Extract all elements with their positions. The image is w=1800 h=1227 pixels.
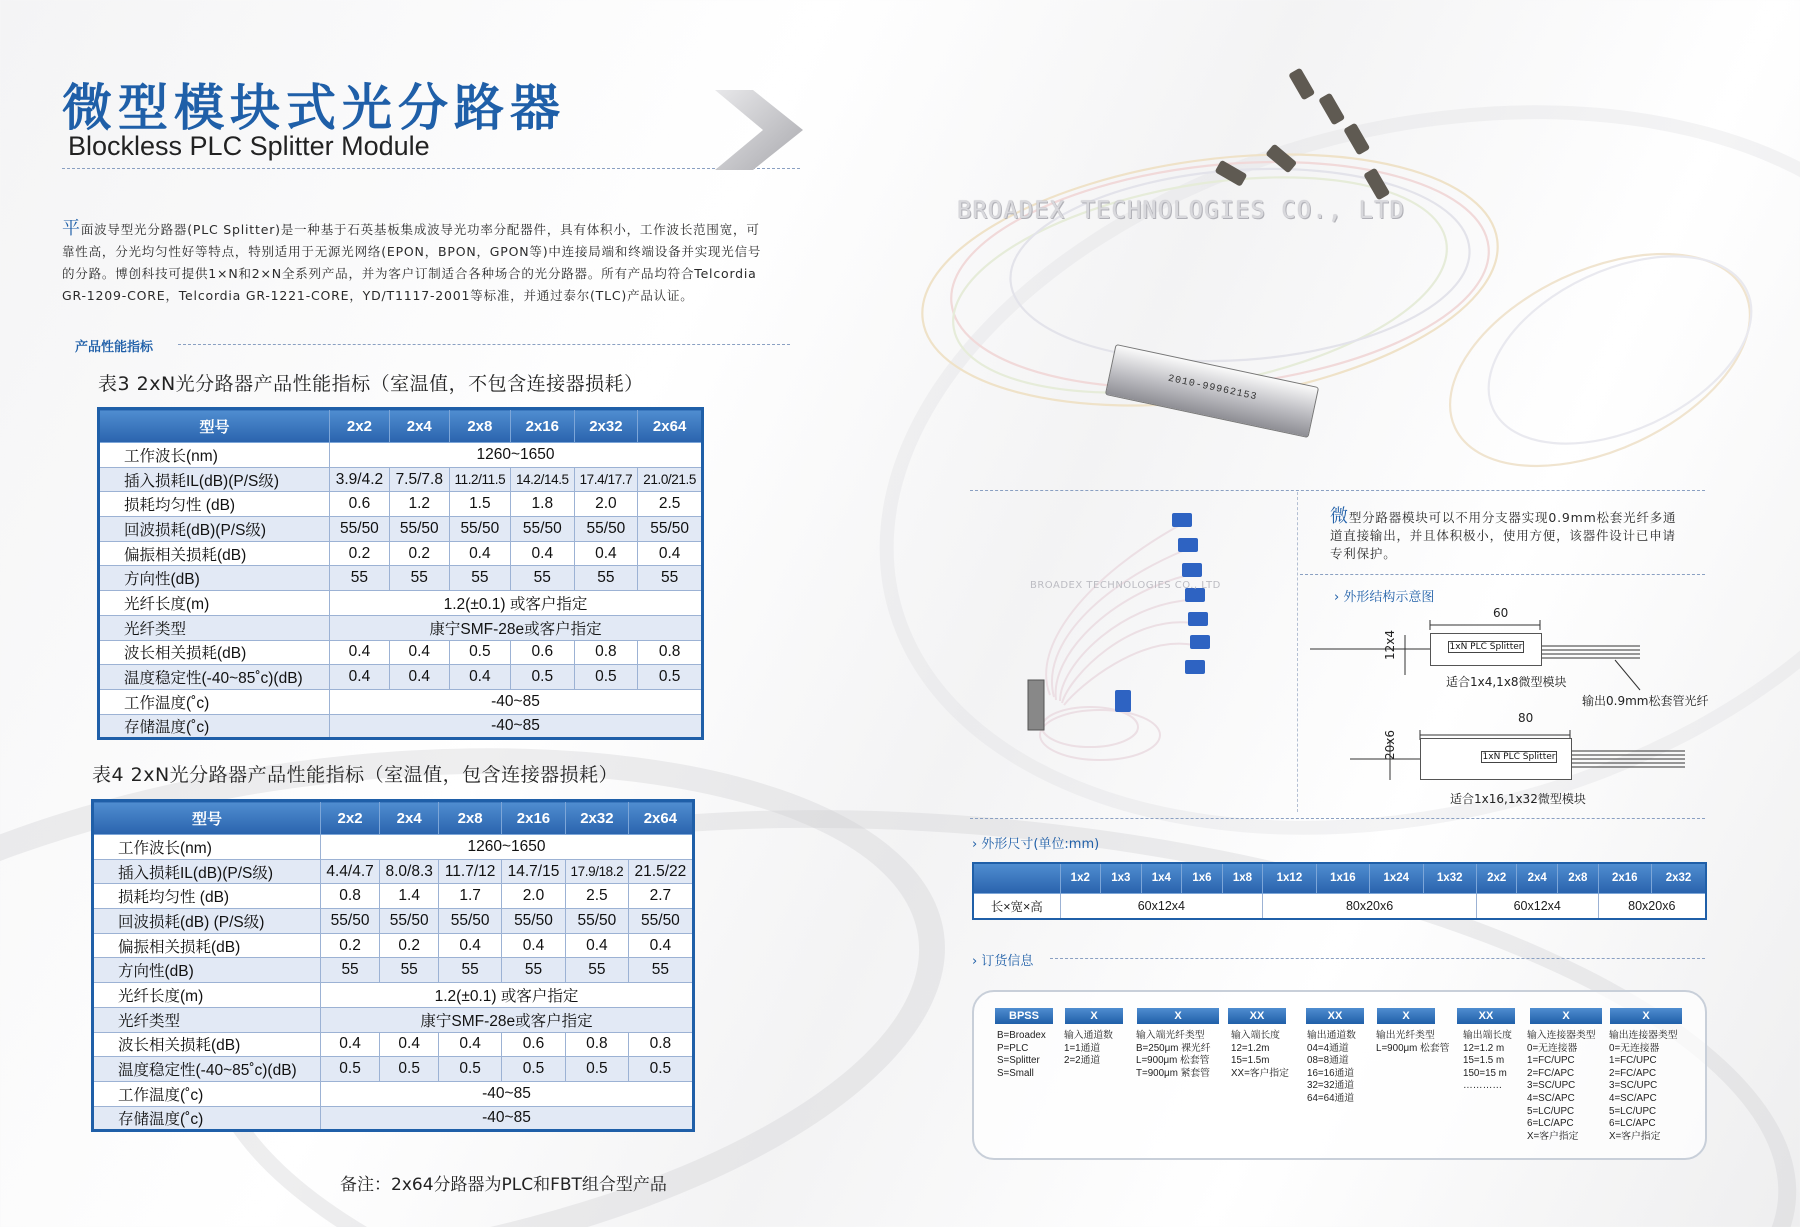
order-option-list: B=Broadex P=PLC S=Splitter S=Small [997, 1030, 1046, 1079]
right-lead-char: 微 [1330, 506, 1349, 527]
table-row [93, 835, 694, 860]
dimensions-header-cell: 1x6 [1182, 863, 1223, 893]
table-cell: 2.5 [565, 884, 628, 909]
row-label: 存储温度(˚c) [99, 714, 330, 739]
table-row [93, 983, 694, 1008]
table-cell: 55 [511, 566, 575, 591]
spec-table-4 [91, 799, 695, 1132]
page-title-cn: 微型模块式光分路器 [62, 79, 566, 137]
table-cell: 2.0 [574, 492, 638, 517]
table-cell-span: -40~85 [330, 689, 703, 714]
table-cell: 55/50 [321, 909, 380, 934]
table-row [99, 689, 703, 714]
order-option-list: 输入通道数 1=1通道 2=2通道 [1064, 1030, 1113, 1067]
structure-a-length: 60 [1493, 606, 1509, 620]
order-code-head: BPSS [995, 1008, 1053, 1024]
module-b-label: 1xN PLC Splitter [1482, 752, 1556, 762]
dimensions-header-cell: 1x8 [1222, 863, 1263, 893]
table-cell: 55/50 [638, 517, 703, 542]
table-cell: 55 [380, 958, 439, 983]
ordering-rule [1050, 958, 1705, 959]
row-label: 插入损耗IL(dB)(P/S级) [93, 859, 321, 884]
page-title-en: Blockless PLC Splitter Module [68, 131, 430, 161]
table-row [99, 541, 703, 566]
table-header-cell: 2x64 [638, 409, 703, 443]
table-row [93, 859, 694, 884]
order-code-head: X [1377, 1008, 1435, 1024]
chevron-right-icon: › [972, 837, 978, 852]
dimensions-header-cell: 1x3 [1101, 863, 1142, 893]
table-cell-span: 1.2(±0.1) 或客户指定 [330, 591, 703, 616]
table-cell: 0.4 [380, 1032, 439, 1057]
ordering-heading-text: 订货信息 [981, 954, 1034, 969]
dimensions-cell: 60x12x4 [1060, 893, 1263, 919]
chevron-right-icon: › [972, 954, 978, 969]
row-label: 偏振相关损耗(dB) [93, 933, 321, 958]
table-cell: 55 [574, 566, 638, 591]
table-cell: 0.5 [628, 1057, 693, 1082]
table-cell: 55 [628, 958, 693, 983]
dimensions-heading-text: 外形尺寸(单位:mm) [981, 837, 1100, 852]
row-label: 方向性(dB) [93, 958, 321, 983]
table-cell: 2.0 [501, 884, 565, 909]
table-cell: 55 [565, 958, 628, 983]
table-cell: 55/50 [449, 517, 510, 542]
table-cell: 0.6 [511, 640, 575, 665]
table-cell: 0.4 [439, 1032, 502, 1057]
table-cell: 1.2 [389, 492, 449, 517]
row-label: 光纤类型 [93, 1007, 321, 1032]
module-a-label: 1xN PLC Splitter [1449, 642, 1523, 652]
table-cell: 14.7/15 [501, 859, 565, 884]
table-cell: 0.8 [565, 1032, 628, 1057]
table-cell: 55 [389, 566, 449, 591]
table-cell: 55 [330, 566, 390, 591]
row-label: 回波损耗(dB) (P/S级) [93, 909, 321, 934]
row-label: 波长相关损耗(dB) [93, 1032, 321, 1057]
intro-line: 的分路。博创科技可提供1×N和2×N全系列产品，并为客户订制适合各种场合的光分路器。所有产品均符合Telcordia [62, 266, 757, 281]
row-label: 插入损耗IL(dB)(P/S级) [99, 467, 330, 492]
table-cell: 0.2 [389, 541, 449, 566]
row-label: 光纤长度(m) [93, 983, 321, 1008]
order-option-list: 输出光纤类型 L=900μm 松套管 [1376, 1030, 1450, 1054]
table-cell: 0.5 [380, 1057, 439, 1082]
table-cell: 0.4 [565, 933, 628, 958]
table-cell: 55/50 [439, 909, 502, 934]
table-cell-span: 1260~1650 [330, 443, 703, 468]
module-drawing-b [1420, 738, 1572, 780]
table-header-cell: 2x64 [628, 801, 693, 835]
table-cell: 0.2 [321, 933, 380, 958]
device-label: 2010-99962153 [1166, 373, 1259, 404]
dimensions-row-label: 长×宽×高 [973, 893, 1060, 919]
order-code-head: XX [1228, 1008, 1286, 1024]
row-label: 回波损耗(dB)(P/S级) [99, 517, 330, 542]
structure-b-caption: 适合1x16,1x32微型模块 [1450, 792, 1586, 806]
order-code-head: XX [1457, 1008, 1515, 1024]
table-cell: 0.8 [321, 884, 380, 909]
table-row [93, 1106, 694, 1131]
table-cell: 21.5/22 [628, 859, 693, 884]
right-divider [970, 490, 1705, 491]
table-row [93, 1007, 694, 1032]
structure-b-length: 80 [1518, 711, 1534, 725]
table-row [99, 467, 703, 492]
dimensions-header-cell: 1x4 [1141, 863, 1182, 893]
table-header-cell: 2x2 [330, 409, 390, 443]
structure-a-height: 12x4 [1383, 629, 1397, 660]
order-option-list: 输入连接器类型 0=无连接器 1=FC/UPC 2=FC/APC 3=SC/UPC 4=SC/APC 5=LC/UPC 6=LC/APC X=客户指定 [1527, 1030, 1596, 1142]
table-header-cell: 2x8 [439, 801, 502, 835]
table-cell: 0.5 [501, 1057, 565, 1082]
row-label: 波长相关损耗(dB) [99, 640, 330, 665]
table-cell: 0.6 [501, 1032, 565, 1057]
table-cell: 0.4 [638, 541, 703, 566]
table-cell: 55/50 [565, 909, 628, 934]
table-cell: 3.9/4.2 [330, 467, 390, 492]
table3-caption: 表3 2xN光分路器产品性能指标（室温值，不包含连接器损耗） [98, 373, 644, 395]
table-cell: 1.4 [380, 884, 439, 909]
dimensions-header-cell: 1x2 [1060, 863, 1101, 893]
dimensions-cell: 60x12x4 [1476, 893, 1598, 919]
dimensions-header-cell: 2x32 [1651, 863, 1706, 893]
dimensions-header-cell: 2x16 [1598, 863, 1651, 893]
row-label: 工作波长(nm) [99, 443, 330, 468]
row-label: 温度稳定性(-40~85˚c)(dB) [93, 1057, 321, 1082]
intro-line: GR-1209-CORE，Telcordia GR-1221-CORE，YD/T1117-2001等标准，并通过泰尔(TLC)产品认证。 [62, 288, 694, 303]
table-cell: 0.2 [380, 933, 439, 958]
table-cell: 0.6 [330, 492, 390, 517]
module-drawing-a [1430, 633, 1542, 666]
table-row [99, 714, 703, 739]
table-row [93, 1032, 694, 1057]
table-cell: 0.4 [389, 665, 449, 690]
dimensions-heading [972, 833, 1099, 852]
dimensions-header-cell: 2x4 [1517, 863, 1558, 893]
row-label: 光纤长度(m) [99, 591, 330, 616]
order-code-head: XX [1306, 1008, 1364, 1024]
right-intro-line: 专利保护。 [1330, 546, 1397, 561]
table-header-cell: 2x8 [449, 409, 510, 443]
table-cell: 55/50 [501, 909, 565, 934]
dimensions-header-cell [973, 863, 1060, 893]
table-row [93, 958, 694, 983]
order-code-head: X [1137, 1008, 1219, 1024]
table-header-cell: 2x4 [380, 801, 439, 835]
table-cell: 0.5 [511, 665, 575, 690]
table-row [99, 443, 703, 468]
table-cell: 2.5 [638, 492, 703, 517]
table-cell: 0.5 [439, 1057, 502, 1082]
table4-caption: 表4 2xN光分路器产品性能指标（室温值，包含连接器损耗） [92, 764, 619, 786]
table-cell-span: 1260~1650 [321, 835, 694, 860]
table-row [93, 884, 694, 909]
row-label: 工作温度(˚c) [99, 689, 330, 714]
section-perf-rule [178, 344, 790, 345]
table-cell: 55/50 [389, 517, 449, 542]
table-cell: 55 [638, 566, 703, 591]
structure-fiber-note: 输出0.9mm松套管光纤 [1582, 694, 1709, 708]
table-cell: 0.5 [574, 665, 638, 690]
chevron-right-icon: › [1334, 590, 1340, 605]
row-label: 存储温度(˚c) [93, 1106, 321, 1131]
table-header-cell: 2x32 [574, 409, 638, 443]
section-perf-label: 产品性能指标 [75, 340, 154, 355]
table-row [93, 909, 694, 934]
table-cell: 17.4/17.7 [574, 467, 638, 492]
table-cell: 14.2/14.5 [511, 467, 575, 492]
table-cell: 0.5 [449, 640, 510, 665]
row-label: 工作温度(˚c) [93, 1081, 321, 1106]
row-label: 工作波长(nm) [93, 835, 321, 860]
table-cell: 1.7 [439, 884, 502, 909]
table-header-cell: 2x16 [511, 409, 575, 443]
table-cell: 0.4 [628, 933, 693, 958]
table-cell: 11.7/12 [439, 859, 502, 884]
table-cell: 55/50 [511, 517, 575, 542]
table-cell: 0.4 [574, 541, 638, 566]
table-cell: 0.4 [439, 933, 502, 958]
order-option-list: 输出通道数 04=4通道 08=8通道 16=16通道 32=32通道 64=64通道 [1307, 1030, 1356, 1104]
right-intro-line: 道直接输出，并且体积极小，使用方便，该器件设计已申请 [1330, 528, 1676, 543]
chevron-arrow-icon [715, 90, 805, 170]
table-cell: 0.4 [501, 933, 565, 958]
table-cell: 8.0/8.3 [380, 859, 439, 884]
intro-paragraph [62, 218, 802, 307]
table-cell: 17.9/18.2 [565, 859, 628, 884]
table-header-cell: 2x4 [389, 409, 449, 443]
table-cell-span: -40~85 [330, 714, 703, 739]
structure-b-height: 20x6 [1383, 729, 1397, 760]
table-row [99, 566, 703, 591]
table-row [99, 517, 703, 542]
table-row [99, 640, 703, 665]
vertical-divider [1297, 492, 1298, 812]
table-cell-span: -40~85 [321, 1106, 694, 1131]
table-cell: 55 [439, 958, 502, 983]
photo-watermark: BROADEX TECHNOLOGIES CO., LTD [1030, 580, 1221, 591]
table-cell: 55 [501, 958, 565, 983]
table-cell: 0.8 [628, 1032, 693, 1057]
right-intro-line: 型分路器模块可以不用分支器实现0.9mm松套光纤多通 [1348, 510, 1677, 525]
intro-line: 面波导型光分路器(PLC Splitter)是一种基于石英基板集成波导光功率分配器件，具有体积小，工作波长范围宽，可 [80, 222, 760, 237]
table-row [99, 492, 703, 517]
dimensions-header-cell: 1x12 [1263, 863, 1316, 893]
table-header-cell: 2x2 [321, 801, 380, 835]
table-row [99, 665, 703, 690]
table-cell: 0.4 [330, 640, 390, 665]
row-label: 损耗均匀性 (dB) [99, 492, 330, 517]
row-label: 偏振相关损耗(dB) [99, 541, 330, 566]
table-cell: 4.4/4.7 [321, 859, 380, 884]
dimensions-cell: 80x20x6 [1598, 893, 1706, 919]
table-cell: 0.4 [389, 640, 449, 665]
table-cell: 0.5 [638, 665, 703, 690]
table-cell: 0.4 [511, 541, 575, 566]
table-cell: 0.5 [565, 1057, 628, 1082]
table-cell-span: 康宁SMF-28e或客户指定 [321, 1007, 694, 1032]
row-label: 方向性(dB) [99, 566, 330, 591]
right-divider-2 [1300, 574, 1705, 575]
title-divider [62, 168, 800, 169]
structure-heading-text: 外形结构示意图 [1343, 590, 1435, 605]
intro-line: 靠性高，分光均匀性好等特点，特别适用于无源光网络(EPON，BPON，GPON等)中连接局端和终端设备并实现光信号 [62, 244, 762, 259]
row-label: 温度稳定性(-40~85˚c)(dB) [99, 665, 330, 690]
table-cell: 55/50 [628, 909, 693, 934]
table-cell-span: 1.2(±0.1) 或客户指定 [321, 983, 694, 1008]
ordering-heading [972, 950, 1033, 969]
footnote: 备注：2x64分路器为PLC和FBT组合型产品 [340, 1175, 667, 1195]
splitter-photo [1010, 495, 1280, 765]
table-cell-span: -40~85 [321, 1081, 694, 1106]
dimensions-header-cell: 1x24 [1370, 863, 1423, 893]
table-row [99, 615, 703, 640]
table-cell: 0.4 [449, 665, 510, 690]
order-option-list: 输入端光纤类型 B=250μm 裸光纤 L=900μm 松套管 T=900μm 紧套管 [1136, 1030, 1211, 1079]
table-cell: 55/50 [574, 517, 638, 542]
table-cell: 0.4 [330, 665, 390, 690]
right-intro [1330, 508, 1710, 563]
spec-table-3 [97, 407, 704, 740]
table-cell: 55/50 [380, 909, 439, 934]
dimensions-table [972, 862, 1707, 920]
order-code-head: X [1610, 1008, 1682, 1024]
dimensions-header-cell: 2x8 [1558, 863, 1599, 893]
table-cell: 0.8 [574, 640, 638, 665]
table-cell: 0.5 [321, 1057, 380, 1082]
table-cell: 11.2/11.5 [449, 467, 510, 492]
table-cell-span: 康宁SMF-28e或客户指定 [330, 615, 703, 640]
table-cell: 0.4 [321, 1032, 380, 1057]
order-option-list: 输出端长度 12=1.2 m 15=1.5 m 150=15 m ………… [1463, 1030, 1512, 1092]
order-code-head: X [1065, 1008, 1123, 1024]
table-row [93, 1057, 694, 1082]
table-cell: 0.2 [330, 541, 390, 566]
dimensions-header-cell: 1x16 [1316, 863, 1369, 893]
order-option-list: 输入端长度 12=1.2m 15=1.5m XX=客户指定 [1231, 1030, 1289, 1079]
dimensions-cell: 80x20x6 [1263, 893, 1477, 919]
table-cell: 55 [321, 958, 380, 983]
table-header-model: 型号 [99, 409, 330, 443]
dimensions-header-cell: 1x32 [1423, 863, 1476, 893]
row-label: 光纤类型 [99, 615, 330, 640]
table-cell: 2.7 [628, 884, 693, 909]
table-cell: 55/50 [330, 517, 390, 542]
brand-watermark: BROADEX TECHNOLOGIES CO., LTD [957, 196, 1406, 224]
fiber-photo [880, 30, 1800, 480]
table-header-cell: 2x32 [565, 801, 628, 835]
order-option-list: 输出连接器类型 0=无连接器 1=FC/UPC 2=FC/APC 3=SC/UPC 4=SC/APC 5=LC/UPC 6=LC/APC X=客户指定 [1609, 1030, 1678, 1142]
table-header-cell: 2x16 [501, 801, 565, 835]
table-header-model: 型号 [93, 801, 321, 835]
table-cell: 7.5/7.8 [389, 467, 449, 492]
row-label: 损耗均匀性 (dB) [93, 884, 321, 909]
table-row [99, 591, 703, 616]
right-divider-3 [970, 818, 1705, 819]
structure-a-caption: 适合1x4,1x8微型模块 [1446, 675, 1567, 689]
table-cell: 55 [449, 566, 510, 591]
table-cell: 0.4 [449, 541, 510, 566]
table-cell: 1.5 [449, 492, 510, 517]
table-row [93, 933, 694, 958]
dimensions-header-cell: 2x2 [1476, 863, 1517, 893]
table-cell: 0.8 [638, 640, 703, 665]
order-code-head: X [1530, 1008, 1602, 1024]
table-cell: 1.8 [511, 492, 575, 517]
table-row [93, 1081, 694, 1106]
table-cell: 21.0/21.5 [638, 467, 703, 492]
intro-lead-char: 平 [62, 218, 81, 239]
